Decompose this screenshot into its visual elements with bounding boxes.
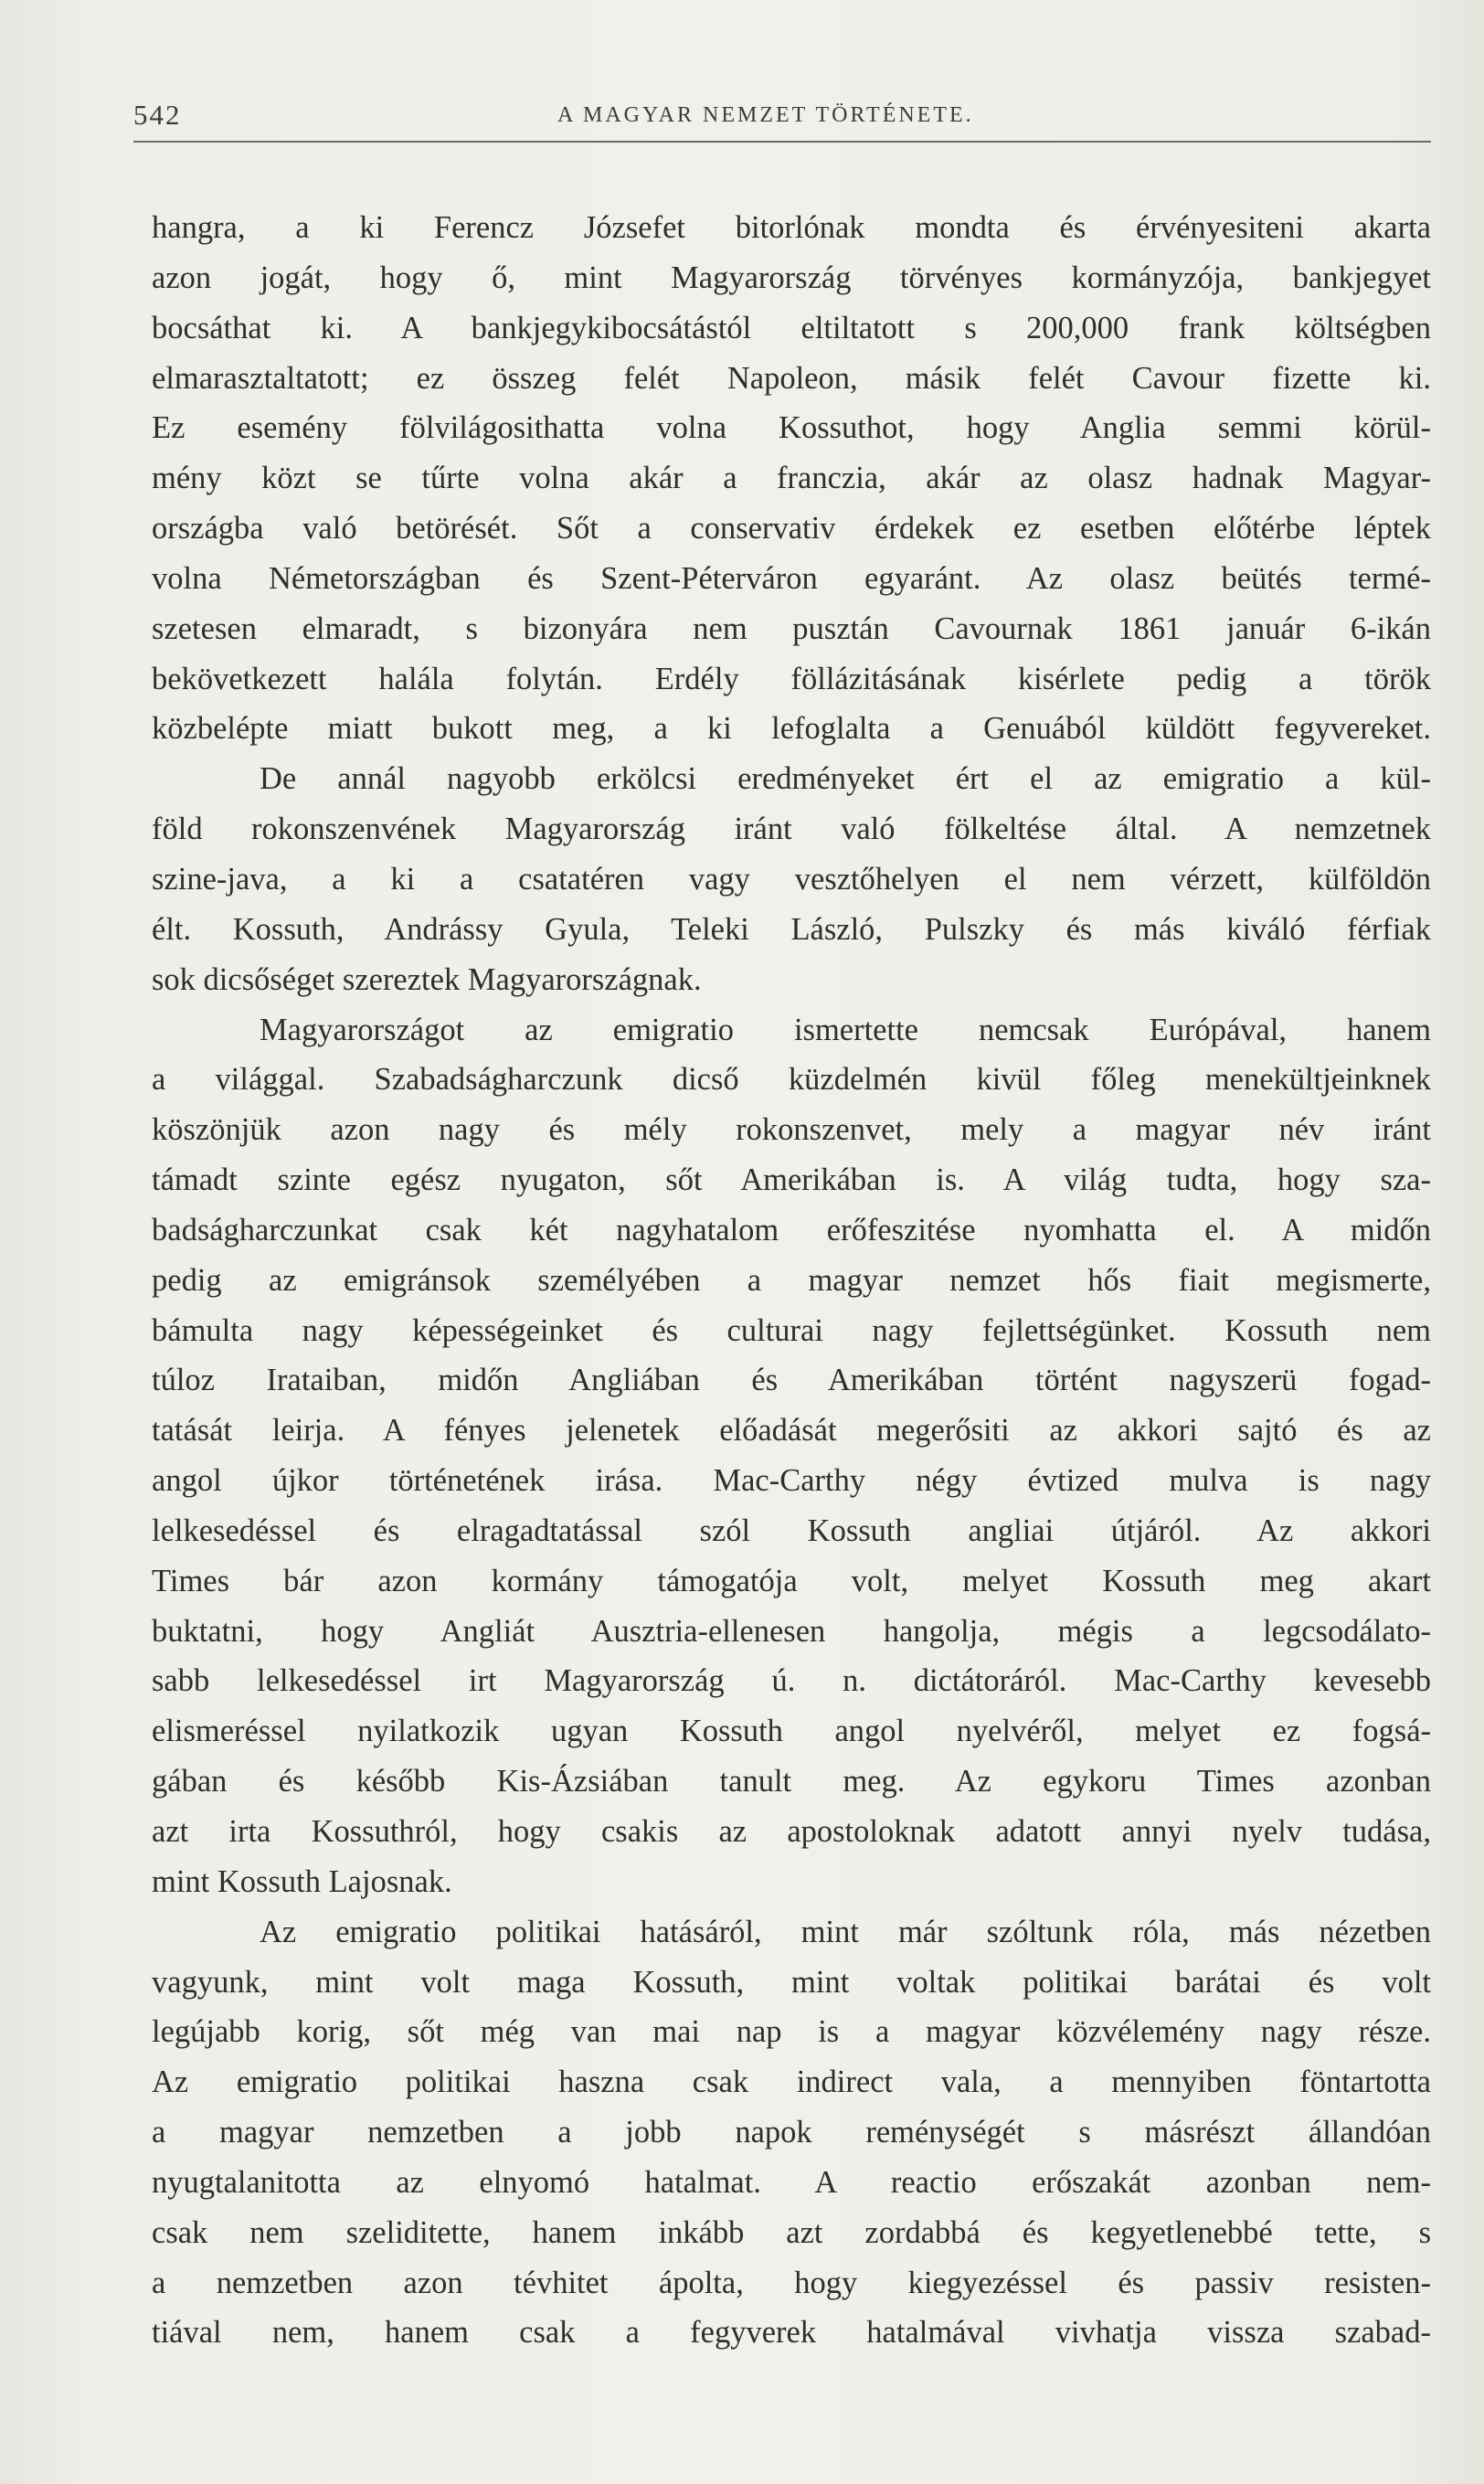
text-line: köszönjük azon nagy és mély rokonszenvet, mely a magyar név iránt xyxy=(152,1112,1431,1148)
text-line: Ez esemény fölvilágosithatta volna Kossuthot, hogy Anglia semmi körül- xyxy=(152,410,1431,446)
text-line: közbelépte miatt bukott meg, a ki lefoglalta a Genuából küldött fegyvereket. xyxy=(152,711,1431,747)
text-line: bocsáthat ki. A bankjegykibocsátástól eltiltatott s 200,000 frank költségben xyxy=(152,310,1431,345)
text-line: sabb lelkesedéssel irt Magyarország ú. n. dictátoráról. Mac-Carthy kevesebb xyxy=(152,1663,1431,1699)
text-line: Az emigratio politikai haszna csak indirect vala, a mennyiben föntartotta xyxy=(152,2065,1431,2100)
text-line: föld rokonszenvének Magyarország iránt való fölkeltése által. A nemzetnek xyxy=(152,812,1431,847)
text-line: legújabb korig, sőt még van mai nap is a magyar közvélemény nagy része. xyxy=(152,2014,1431,2050)
text-line: szetesen elmaradt, s bizonyára nem pusztán Cavournak 1861 január 6-ikán xyxy=(152,610,1431,646)
text-line: elmarasztaltatott; ez összeg felét Napoleon, másik felét Cavour fizette ki. xyxy=(152,360,1431,396)
text-line: szine-java, a ki a csatatéren vagy vesztőhelyen el nem vérzett, külföldön xyxy=(152,861,1431,897)
paragraph-start-line: Magyarországot az emigratio ismertette nemcsak Európával, hanem xyxy=(260,1012,1431,1047)
text-line: azon jogát, hogy ő, mint Magyarország törvényes kormányzója, bankjegyet xyxy=(152,260,1431,295)
text-line: országba való betörését. Sőt a conservativ érdekek ez esetben előtérbe léptek xyxy=(152,511,1431,547)
paragraph-start-line: De annál nagyobb erkölcsi eredményeket ért el az emigratio a kül- xyxy=(260,761,1431,797)
text-line: lelkesedéssel és elragadtatással szól Kossuth angliai útjáról. Az akkori xyxy=(152,1513,1431,1548)
text-line: bámulta nagy képességeinket és culturai nagy fejlettségünket. Kossuth nem xyxy=(152,1312,1431,1348)
text-line: vagyunk, mint volt maga Kossuth, mint voltak politikai barátai és volt xyxy=(152,1964,1431,2000)
text-line: angol újkor történetének irása. Mac-Carthy négy évtized mulva is nagy xyxy=(152,1463,1431,1499)
text-line: pedig az emigránsok személyében a magyar nemzet hős fiait megismerte, xyxy=(152,1262,1431,1298)
text-line: a magyar nemzetben a jobb napok reménységét s másrészt állandóan xyxy=(152,2115,1431,2150)
text-line: gában és később Kis-Ázsiában tanult meg. Az egykoru Times azonban xyxy=(152,1764,1431,1799)
text-line: hangra, a ki Ferencz Józsefet bitorlónak mondta és érvényesiteni akarta xyxy=(152,210,1431,245)
text-line: badságharczunkat csak két nagyhatalom erőfeszitése nyomhatta el. A midőn xyxy=(152,1212,1431,1247)
page-number: 542 xyxy=(133,99,182,131)
text-line: buktatni, hogy Angliát Ausztria-ellenesen hangolja, mégis a legcsodálato- xyxy=(152,1613,1431,1649)
text-line: a világgal. Szabadságharczunk dicső küzdelmén kivül főleg menekültjeinknek xyxy=(152,1062,1431,1098)
text-line: a nemzetben azon tévhitet ápolta, hogy kiegyezéssel és passiv resisten- xyxy=(152,2265,1431,2300)
paragraph-end-line: sok dicsőséget szereztek Magyarországnak. xyxy=(152,961,702,997)
text-line: mény közt se tűrte volna akár a franczia, akár az olasz hadnak Magyar- xyxy=(152,461,1431,496)
text-line: élt. Kossuth, Andrássy Gyula, Teleki László, Pulszky és más kiváló férfiak xyxy=(152,911,1431,947)
text-line: nyugtalanitotta az elnyomó hatalmat. A reactio erőszakát azonban nem- xyxy=(152,2164,1431,2200)
text-line: támadt szinte egész nyugaton, sőt Amerikában is. A világ tudta, hogy sza- xyxy=(152,1162,1431,1198)
text-line: azt irta Kossuthról, hogy csakis az apostoloknak adatott annyi nyelv tudása, xyxy=(152,1814,1431,1849)
text-line: túloz Irataiban, midőn Angliában és Amerikában történt nagyszerü fogad- xyxy=(152,1363,1431,1398)
page-header xyxy=(133,99,1431,143)
text-line: volna Németországban és Szent-Péterváron egyaránt. Az olasz beütés termé- xyxy=(152,560,1431,596)
paragraph-start-line: Az emigratio politikai hatásáról, mint már szóltunk róla, más nézetben xyxy=(260,1914,1431,1949)
text-line: csak nem szeliditette, hanem inkább azt zordabbá és kegyetlenebbé tette, s xyxy=(152,2214,1431,2250)
text-line: tiával nem, hanem csak a fegyverek hatalmával vivhatja vissza szabad- xyxy=(152,2315,1431,2351)
text-line: elismeréssel nyilatkozik ugyan Kossuth angol nyelvéről, melyet ez fogsá- xyxy=(152,1714,1431,1749)
paragraph-end-line: mint Kossuth Lajosnak. xyxy=(152,1863,452,1899)
text-line: tatását leirja. A fényes jelenetek előadását megerősiti az akkori sajtó és az xyxy=(152,1413,1431,1449)
running-title: A MAGYAR NEMZET TÖRTÉNETE. xyxy=(557,103,974,127)
text-line: Times bár azon kormány támogatója volt, melyet Kossuth meg akart xyxy=(152,1563,1431,1598)
text-line: bekövetkezett halála folytán. Erdély föllázitásának kisérlete pedig a török xyxy=(152,661,1431,696)
body-text xyxy=(152,203,1431,2358)
